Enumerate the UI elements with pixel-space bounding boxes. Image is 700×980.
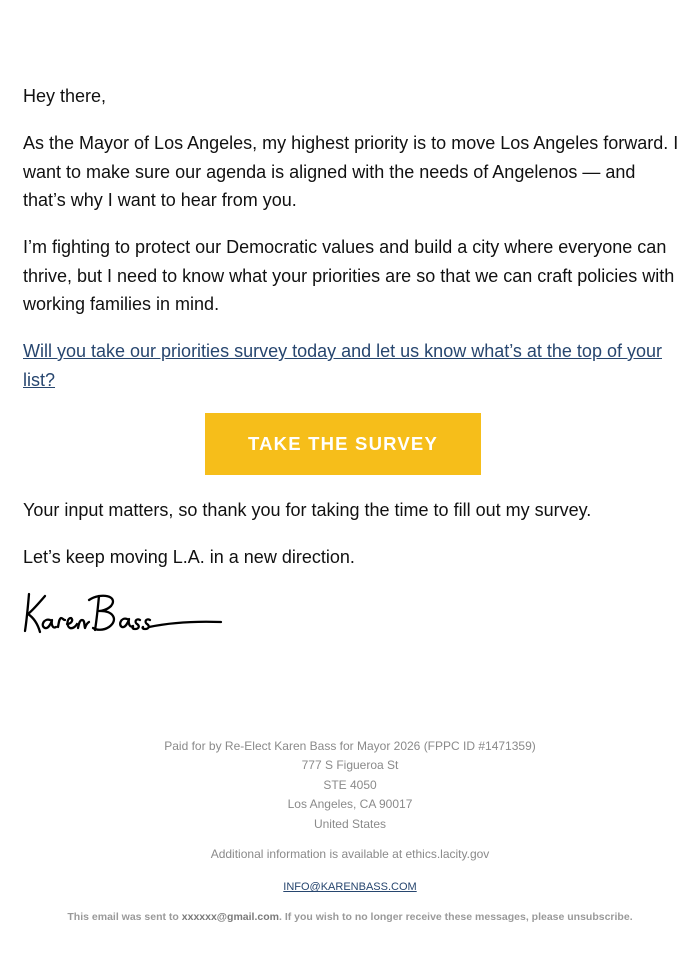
- body-paragraph-democratic-values: I’m fighting to protect our Democratic values and build a city where everyone can thrive, but I need to know what your priorities are so that we can craft policies with working families in mind.: [23, 237, 675, 314]
- body-paragraph-keep-moving: Let’s keep moving L.A. in a new direction.: [23, 546, 355, 567]
- paid-for-disclaimer: Paid for by Re-Elect Karen Bass for Mayor 2026 (FPPC ID #1471359): [164, 739, 536, 753]
- signature-image: [23, 590, 223, 638]
- address-street: 777 S Figueroa St: [301, 758, 399, 773]
- survey-link-paragraph: [23, 337, 683, 394]
- email-body: [23, 82, 683, 638]
- survey-link[interactable]: Will you take our priorities survey today and let us know what’s at the top of your list?: [23, 341, 662, 390]
- body-paragraph-mayor-priority: As the Mayor of Los Angeles, my highest priority is to move Los Angeles forward. I want to make sure our agenda is aligned with the needs of Angelenos — and that’s why I want to hear from you.: [23, 133, 679, 210]
- sent-prefix: This email was sent to: [67, 910, 182, 923]
- unsubscribe-notice: [0, 908, 700, 927]
- address-country: United States: [313, 816, 387, 831]
- sent-suffix: . If you wish to no longer receive these messages, please unsubscribe.: [278, 910, 633, 923]
- address-suite: STE 4050: [323, 777, 377, 792]
- take-survey-button[interactable]: TAKE THE SURVEY: [205, 413, 481, 475]
- email-footer: [0, 737, 700, 927]
- greeting: Hey there,: [23, 86, 107, 106]
- additional-info: Additional information is available at ethics.lacity.gov: [210, 847, 490, 862]
- address-city: Los Angeles, CA 90017: [287, 797, 413, 812]
- body-paragraph-input-matters: Your input matters, so thank you for taking the time to fill out my survey.: [23, 499, 592, 520]
- cta-container: [23, 413, 683, 475]
- recipient-email: xxxxxx@gmail.com: [181, 910, 279, 923]
- contact-email-link[interactable]: INFO@KARENBASS.COM: [283, 881, 417, 894]
